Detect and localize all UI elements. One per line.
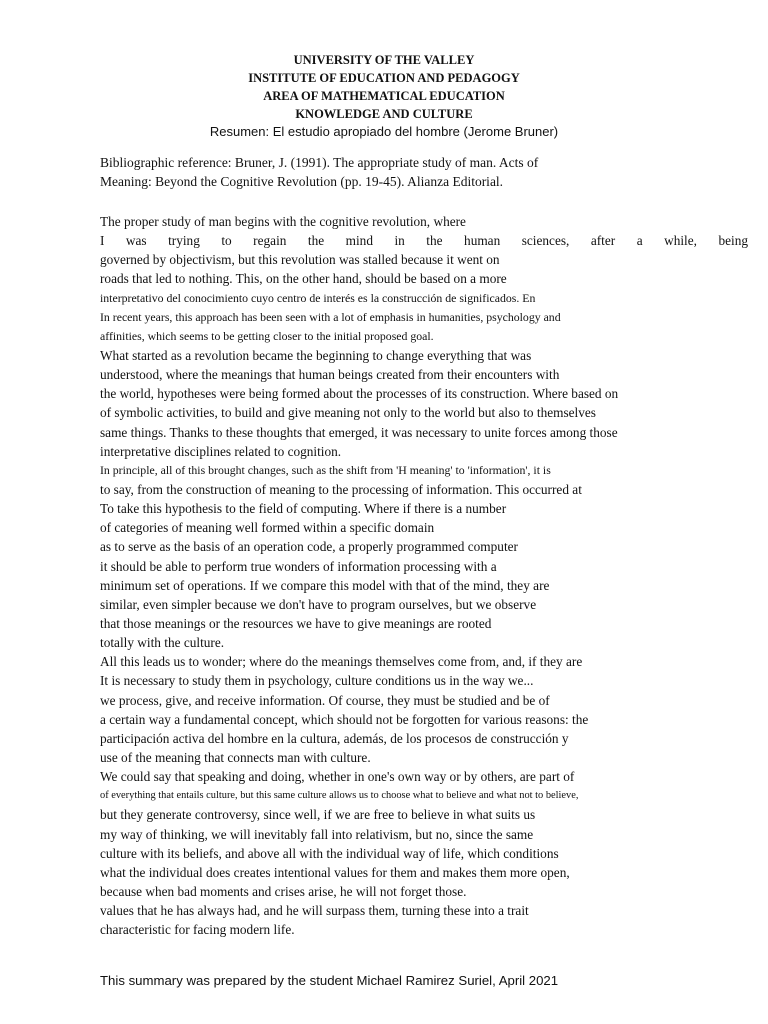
body-line: To take this hypothesis to the field of computing. Where if there is a number — [100, 501, 507, 517]
body-line: similar, even simpler because we don't have to program ourselves, but we observe — [100, 596, 537, 612]
body-line: but they generate controversy, since well, if we are free to believe in what suits us — [100, 807, 536, 823]
body-line: interpretative disciplines related to cognition. — [100, 443, 342, 459]
header-institute: INSTITUTE OF EDUCATION AND PEDAGOGY — [248, 71, 520, 85]
body-line: culture with its beliefs, and above all with the individual way of life, which conditions — [100, 845, 559, 861]
body-line: minimum set of operations. If we compare this model with that of the mind, they are — [100, 577, 550, 593]
body-line: the world, hypotheses were being formed about the processes of its construction. Where based on — [100, 386, 619, 402]
body-line: a certain way a fundamental concept, which should not be forgotten for various reasons: the — [100, 711, 589, 727]
body-line: What started as a revolution became the beginning to change everything that was — [100, 347, 532, 363]
header-university: UNIVERSITY OF THE VALLEY — [293, 53, 475, 67]
body-line: The proper study of man begins with the cognitive revolution, where — [100, 214, 466, 229]
body-line: values that he has always had, and he will surpass them, turning these into a trait — [100, 903, 529, 919]
document-header — [0, 51, 768, 140]
body-line: affinities, which seems to be getting closer to the initial proposed goal. — [100, 328, 434, 343]
body-line: governed by objectivism, but this revolution was stalled because it went on — [100, 252, 500, 268]
body-line: We could say that speaking and doing, whether in one's own way or by others, are part of — [100, 769, 575, 785]
body-line: my way of thinking, we will inevitably fall into relativism, but no, since the same — [100, 826, 534, 842]
body-line: It is necessary to study them in psychology, culture conditions us in the way we... — [100, 673, 534, 689]
body-line: that those meanings or the resources we have to give meanings are rooted — [100, 615, 492, 631]
body-line: interpretativo del conocimiento cuyo centro de interés es la construcción de significados. En — [100, 290, 536, 305]
body-line: understood, where the meanings that human beings created from their encounters with — [100, 367, 560, 383]
body-line: In principle, all of this brought changes, such as the shift from 'H meaning' to 'information', it is — [100, 462, 551, 477]
header-area: AREA OF MATHEMATICAL EDUCATION — [263, 89, 505, 103]
body-line: participación activa del hombre en la cultura, además, de los procesos de construcción y — [100, 730, 569, 746]
body-line: we process, give, and receive information. Of course, they must be studied and be of — [100, 692, 550, 708]
body-line: All this leads us to wonder; where do the meanings themselves come from, and, if they are — [100, 654, 583, 670]
body-line: of symbolic activities, to build and give meaning not only to the world but also to themselves — [100, 405, 596, 421]
body-line: roads that led to nothing. This, on the other hand, should be based on a more — [100, 271, 507, 287]
summary-credit: This summary was prepared by the student Michael Ramirez Suriel, April 2021 — [100, 973, 559, 988]
body-line: use of the meaning that connects man with culture. — [100, 749, 371, 765]
body-line: of everything that entails culture, but this same culture allows us to choose what to believe and what not to believe, — [100, 790, 579, 802]
body-line: it should be able to perform true wonders of information processing with a — [100, 558, 497, 574]
header-course: KNOWLEDGE AND CULTURE — [295, 107, 473, 121]
body-line: because when bad moments and crises arise, he will not forget those. — [100, 883, 467, 899]
body-line: totally with the culture. — [100, 635, 225, 651]
body-line: characteristic for facing modern life. — [100, 922, 295, 938]
body-line: I was trying to regain the mind in the human sciences, after a while, being — [100, 233, 748, 249]
bibliographic-reference — [100, 153, 660, 191]
body-line: same things. Thanks to these thoughts that emerged, it was necessary to unite forces among those — [100, 424, 618, 440]
body-line: as to serve as the basis of an operation code, a properly programmed computer — [100, 539, 518, 555]
reference-line: Meaning: Beyond the Cognitive Revolution (pp. 19-45). Alianza Editorial. — [100, 174, 504, 189]
body-line: In recent years, this approach has been seen with a lot of emphasis in humanities, psychology and — [100, 309, 561, 324]
body-line: of categories of meaning well formed within a specific domain — [100, 520, 435, 536]
body-line: what the individual does creates intentional values for them and makes them more open, — [100, 864, 570, 880]
body-line: to say, from the construction of meaning to the processing of information. This occurred at — [100, 481, 582, 497]
header-subtitle: Resumen: El estudio apropiado del hombre (Jerome Bruner) — [209, 124, 559, 139]
summary-body — [100, 212, 748, 939]
reference-line: Bibliographic reference: Bruner, J. (1991). The appropriate study of man. Acts of — [100, 155, 539, 170]
